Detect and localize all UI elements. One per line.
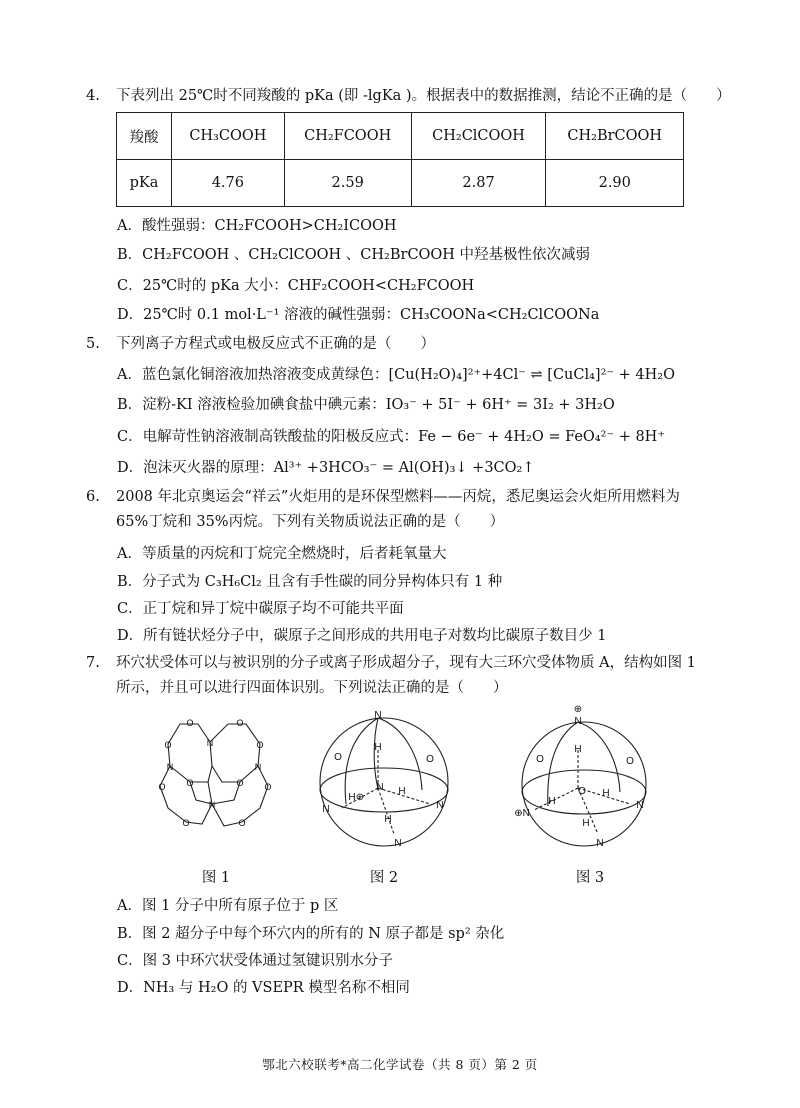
option-d: D．NH₃ 与 H₂O 的 VSEPR 模型名称不相同 xyxy=(117,980,410,996)
table-cell: 4.76 xyxy=(172,160,285,207)
option-b: B．淀粉-KI 溶液检验加碘食盐中碘元素：IO₃⁻ + 5I⁻ + 6H⁺ = 3I₂ + 3H₂O xyxy=(117,397,615,413)
svg-text:H: H xyxy=(602,788,610,799)
svg-text:H: H xyxy=(348,792,356,803)
svg-text:O: O xyxy=(182,818,190,828)
option-b: B．分子式为 C₃H₆Cl₂ 且含有手性碳的同分异构体只有 1 种 xyxy=(117,574,503,590)
table-cell: pKa xyxy=(117,160,172,207)
option-a: A．图 1 分子中所有原子位于 p 区 xyxy=(117,898,339,914)
option-d: D．25℃时 0.1 mol·L⁻¹ 溶液的碱性强弱：CH₃COONa<CH₂ClCOONa xyxy=(117,307,600,323)
question-number: 6. xyxy=(86,489,100,505)
svg-text:H: H xyxy=(574,744,582,755)
svg-text:O: O xyxy=(536,754,544,765)
table-cell: CH₂ClCOOH xyxy=(411,113,546,160)
svg-text:O: O xyxy=(264,782,272,792)
svg-text:O: O xyxy=(426,754,434,765)
svg-text:N: N xyxy=(254,762,262,772)
table-cell: CH₃COOH xyxy=(172,113,285,160)
svg-text:H: H xyxy=(384,814,392,825)
svg-text:⊕: ⊕ xyxy=(355,792,365,803)
svg-text:O: O xyxy=(164,740,172,750)
question-text-line-1: 环穴状受体可以与被识别的分子或离子形成超分子，现有大三环穴受体物质 A，结构如图 1 xyxy=(116,655,696,671)
option-c: C．图 3 中环穴状受体通过氢键识别水分子 xyxy=(117,953,394,969)
table-cell: CH₂FCOOH xyxy=(284,113,411,160)
pka-table xyxy=(116,112,684,207)
table-cell: CH₂BrCOOH xyxy=(546,113,684,160)
svg-text:N: N xyxy=(374,710,382,721)
table-cell: 2.87 xyxy=(411,160,546,207)
option-b: B．图 2 超分子中每个环穴内的所有的 N 原子都是 sp² 杂化 xyxy=(117,926,505,942)
svg-text:O: O xyxy=(256,740,264,750)
figure-1-cryptand xyxy=(150,704,280,854)
question-number: 5. xyxy=(86,336,100,352)
svg-text:H: H xyxy=(374,742,382,753)
question-text: 下表列出 25℃时不同羧酸的 pKa (即 -lgKa )。根据表中的数据推测，结论不正确的是（ ） xyxy=(116,88,731,104)
option-a: A．酸性强弱：CH₂FCOOH>CH₂ICOOH xyxy=(117,218,397,234)
svg-text:O: O xyxy=(186,718,194,728)
table-row xyxy=(117,160,684,207)
question-number: 7. xyxy=(86,655,100,671)
option-a: A．蓝色氯化铜溶液加热溶液变成黄绿色：[Cu(H₂O)₄]²⁺+4Cl⁻ ⇌ [CuCl₄]²⁻ + 4H₂O xyxy=(117,367,675,383)
question-text: 下列离子方程式或电极反应式不正确的是（ ） xyxy=(116,336,435,352)
svg-text:O: O xyxy=(186,778,194,788)
svg-text:H: H xyxy=(548,796,556,807)
svg-text:O: O xyxy=(578,786,586,797)
svg-text:N: N xyxy=(206,738,214,748)
question-number: 4. xyxy=(86,88,100,104)
option-c: C．电解苛性钠溶液制高铁酸盐的阳极反应式：Fe − 6e⁻ + 4H₂O = FeO₄²⁻ + 8H⁺ xyxy=(117,429,665,445)
svg-text:O: O xyxy=(238,818,246,828)
figure-3-water-complex xyxy=(512,704,657,854)
question-text-line-2: 所示，并且可以进行四面体识别。下列说法正确的是（ ） xyxy=(116,680,508,696)
svg-text:O: O xyxy=(236,778,244,788)
question-text-line-1: 2008 年北京奥运会“祥云”火炬用的是环保型燃料——丙烷，悉尼奥运会火炬所用燃料为 xyxy=(116,489,680,505)
table-row xyxy=(117,113,684,160)
svg-text:N: N xyxy=(394,838,402,849)
svg-text:⊕: ⊕ xyxy=(573,704,583,715)
svg-text:N: N xyxy=(208,800,216,810)
option-d: D．泡沫灭火器的原理：Al³⁺ +3HCO₃⁻ = Al(OH)₃↓ +3CO₂↑ xyxy=(117,460,535,476)
svg-text:N: N xyxy=(636,800,644,811)
option-c: C．正丁烷和异丁烷中碳原子均不可能共平面 xyxy=(117,601,404,617)
question-text-line-2: 65%丁烷和 35%丙烷。下列有关物质说法正确的是（ ） xyxy=(116,514,505,530)
svg-text:O: O xyxy=(626,756,634,767)
svg-text:N: N xyxy=(322,804,330,815)
table-cell: 2.90 xyxy=(546,160,684,207)
svg-text:O: O xyxy=(334,752,342,763)
svg-text:O: O xyxy=(158,782,166,792)
table-cell: 2.59 xyxy=(284,160,411,207)
svg-text:⊕N: ⊕N xyxy=(514,808,530,819)
option-d: D．所有链状烃分子中，碳原子之间形成的共用电子对数均比碳原子数目少 1 xyxy=(117,628,607,644)
svg-text:N: N xyxy=(596,838,604,849)
page-footer: 鄂北六校联考*高二化学试卷（共 8 页）第 2 页 xyxy=(262,1057,538,1072)
option-b: B．CH₂FCOOH 、CH₂ClCOOH 、CH₂BrCOOH 中羟基极性依次减弱 xyxy=(117,247,591,263)
svg-text:H: H xyxy=(582,818,590,829)
option-c: C．25℃时的 pKa 大小：CHF₂COOH<CH₂FCOOH xyxy=(117,278,475,294)
svg-text:N: N xyxy=(436,800,444,811)
svg-text:N: N xyxy=(574,716,582,727)
svg-text:N: N xyxy=(376,782,384,793)
figure-1-caption: 图 1 xyxy=(201,870,231,886)
figure-2-ammonium-complex xyxy=(312,704,457,854)
figure-3-caption: 图 3 xyxy=(575,870,605,886)
svg-text:O: O xyxy=(236,718,244,728)
svg-text:N: N xyxy=(166,762,174,772)
table-cell: 羧酸 xyxy=(117,113,172,160)
figure-2-caption: 图 2 xyxy=(369,870,399,886)
option-a: A．等质量的丙烷和丁烷完全燃烧时，后者耗氧量大 xyxy=(117,546,447,562)
svg-text:H: H xyxy=(398,786,406,797)
